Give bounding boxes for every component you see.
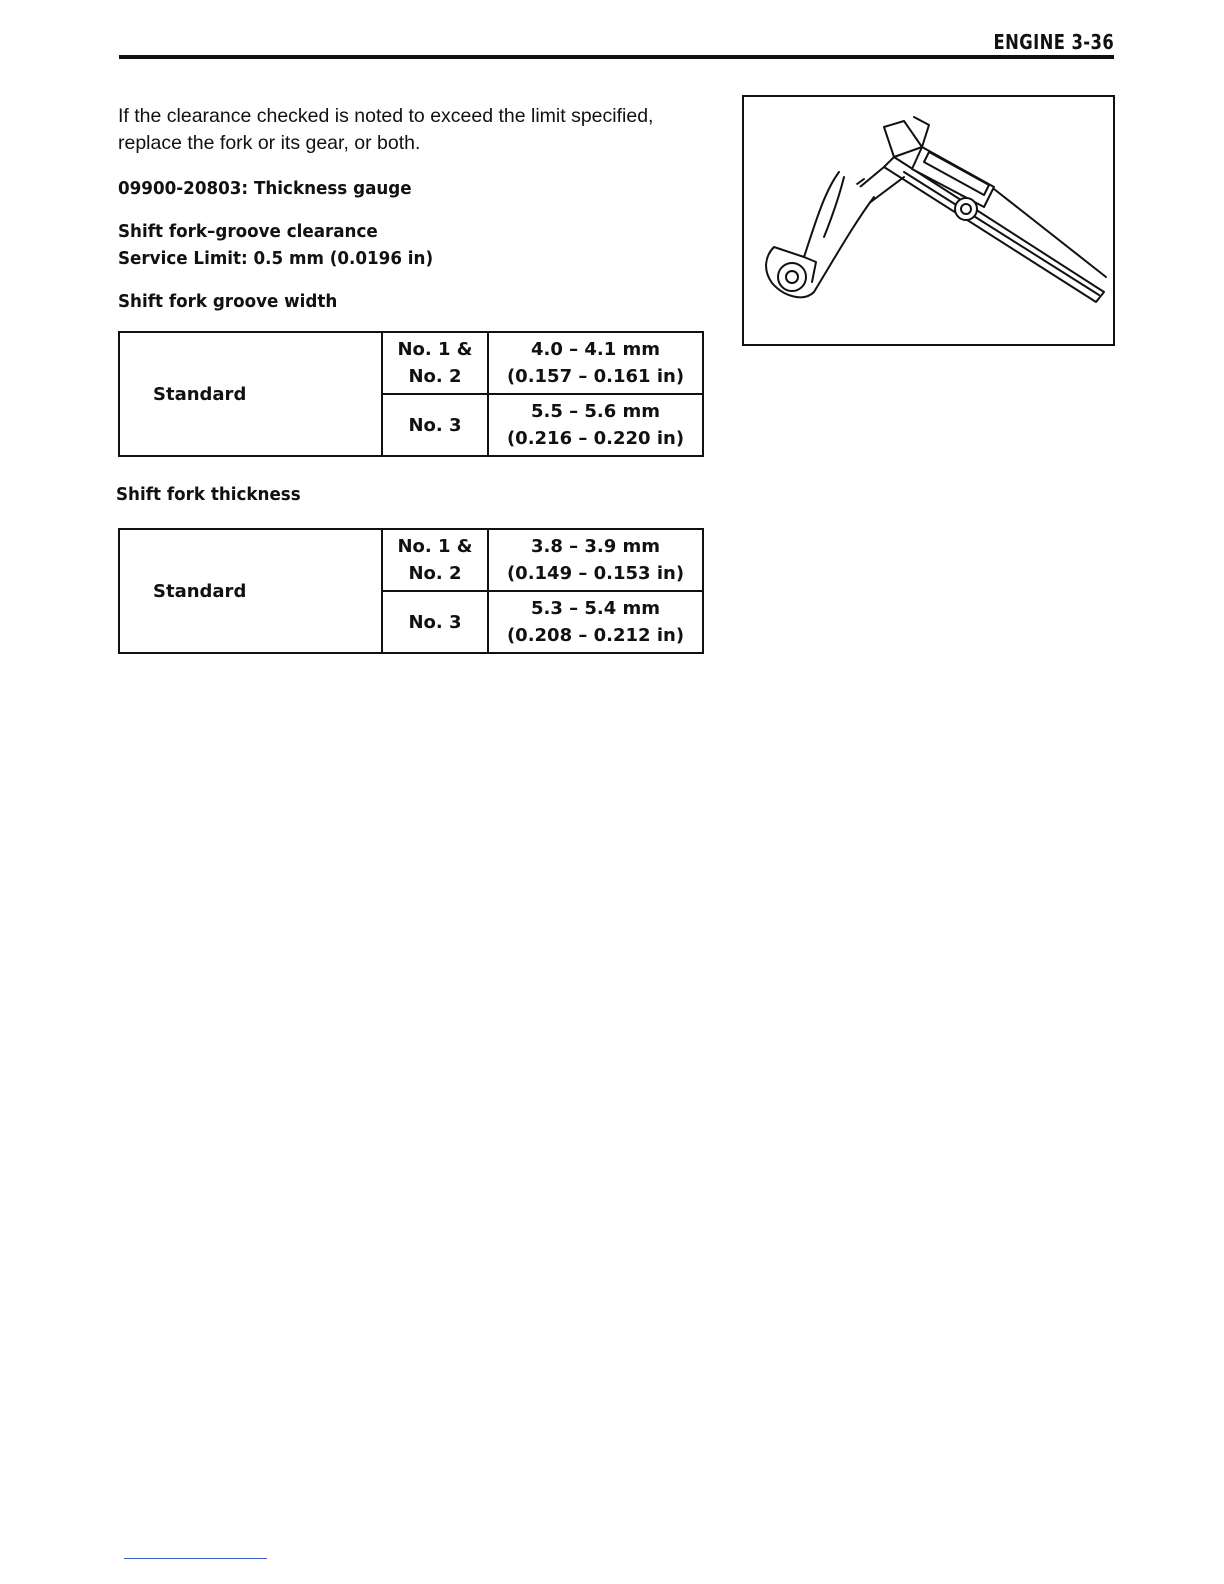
value-mm: 5.3 – 5.4 mm	[530, 598, 661, 619]
caliper-measuring-fork-icon	[744, 97, 1113, 344]
bottom-link-line	[124, 1558, 267, 1559]
value-mm: 5.5 – 5.6 mm	[530, 401, 661, 422]
value-inch: (0.157 – 0.161 in)	[506, 366, 685, 387]
thickness-title: Shift fork thickness	[116, 484, 301, 505]
groove-width-title: Shift fork groove width	[118, 291, 338, 312]
groove-width-table	[118, 331, 704, 457]
table-row	[119, 529, 703, 591]
fork-number: No. 1 & No. 2	[397, 339, 473, 387]
groove-row1-forks	[382, 332, 488, 394]
page-header-title: ENGINE 3-36	[993, 30, 1114, 54]
tool-line: 09900-20803: Thickness gauge	[118, 178, 412, 199]
groove-standard-label: Standard	[119, 332, 382, 456]
thickness-row2-value	[488, 591, 703, 653]
clearance-title: Shift fork–groove clearance	[118, 221, 378, 242]
value-inch: (0.208 – 0.212 in)	[506, 625, 685, 646]
header-rule	[119, 55, 1114, 59]
value-inch: (0.216 – 0.220 in)	[506, 428, 685, 449]
value-mm: 4.0 – 4.1 mm	[530, 339, 661, 360]
groove-row1-value	[488, 332, 703, 394]
thickness-standard-label: Standard	[119, 529, 382, 653]
thickness-table	[118, 528, 704, 654]
thickness-row1-value	[488, 529, 703, 591]
thickness-row2-forks: No. 3	[382, 591, 488, 653]
groove-row2-value	[488, 394, 703, 456]
fork-number: No. 1 & No. 2	[397, 536, 473, 584]
thickness-row1-forks	[382, 529, 488, 591]
value-inch: (0.149 – 0.153 in)	[506, 563, 685, 584]
clearance-block	[118, 218, 433, 272]
groove-row2-forks: No. 3	[382, 394, 488, 456]
clearance-limit: Service Limit: 0.5 mm (0.0196 in)	[118, 248, 434, 269]
value-mm: 3.8 – 3.9 mm	[530, 536, 661, 557]
intro-paragraph: If the clearance checked is noted to exceed the limit specified, replace the fork or its gear, or both.	[118, 105, 654, 154]
caliper-figure	[742, 95, 1115, 346]
table-row	[119, 332, 703, 394]
